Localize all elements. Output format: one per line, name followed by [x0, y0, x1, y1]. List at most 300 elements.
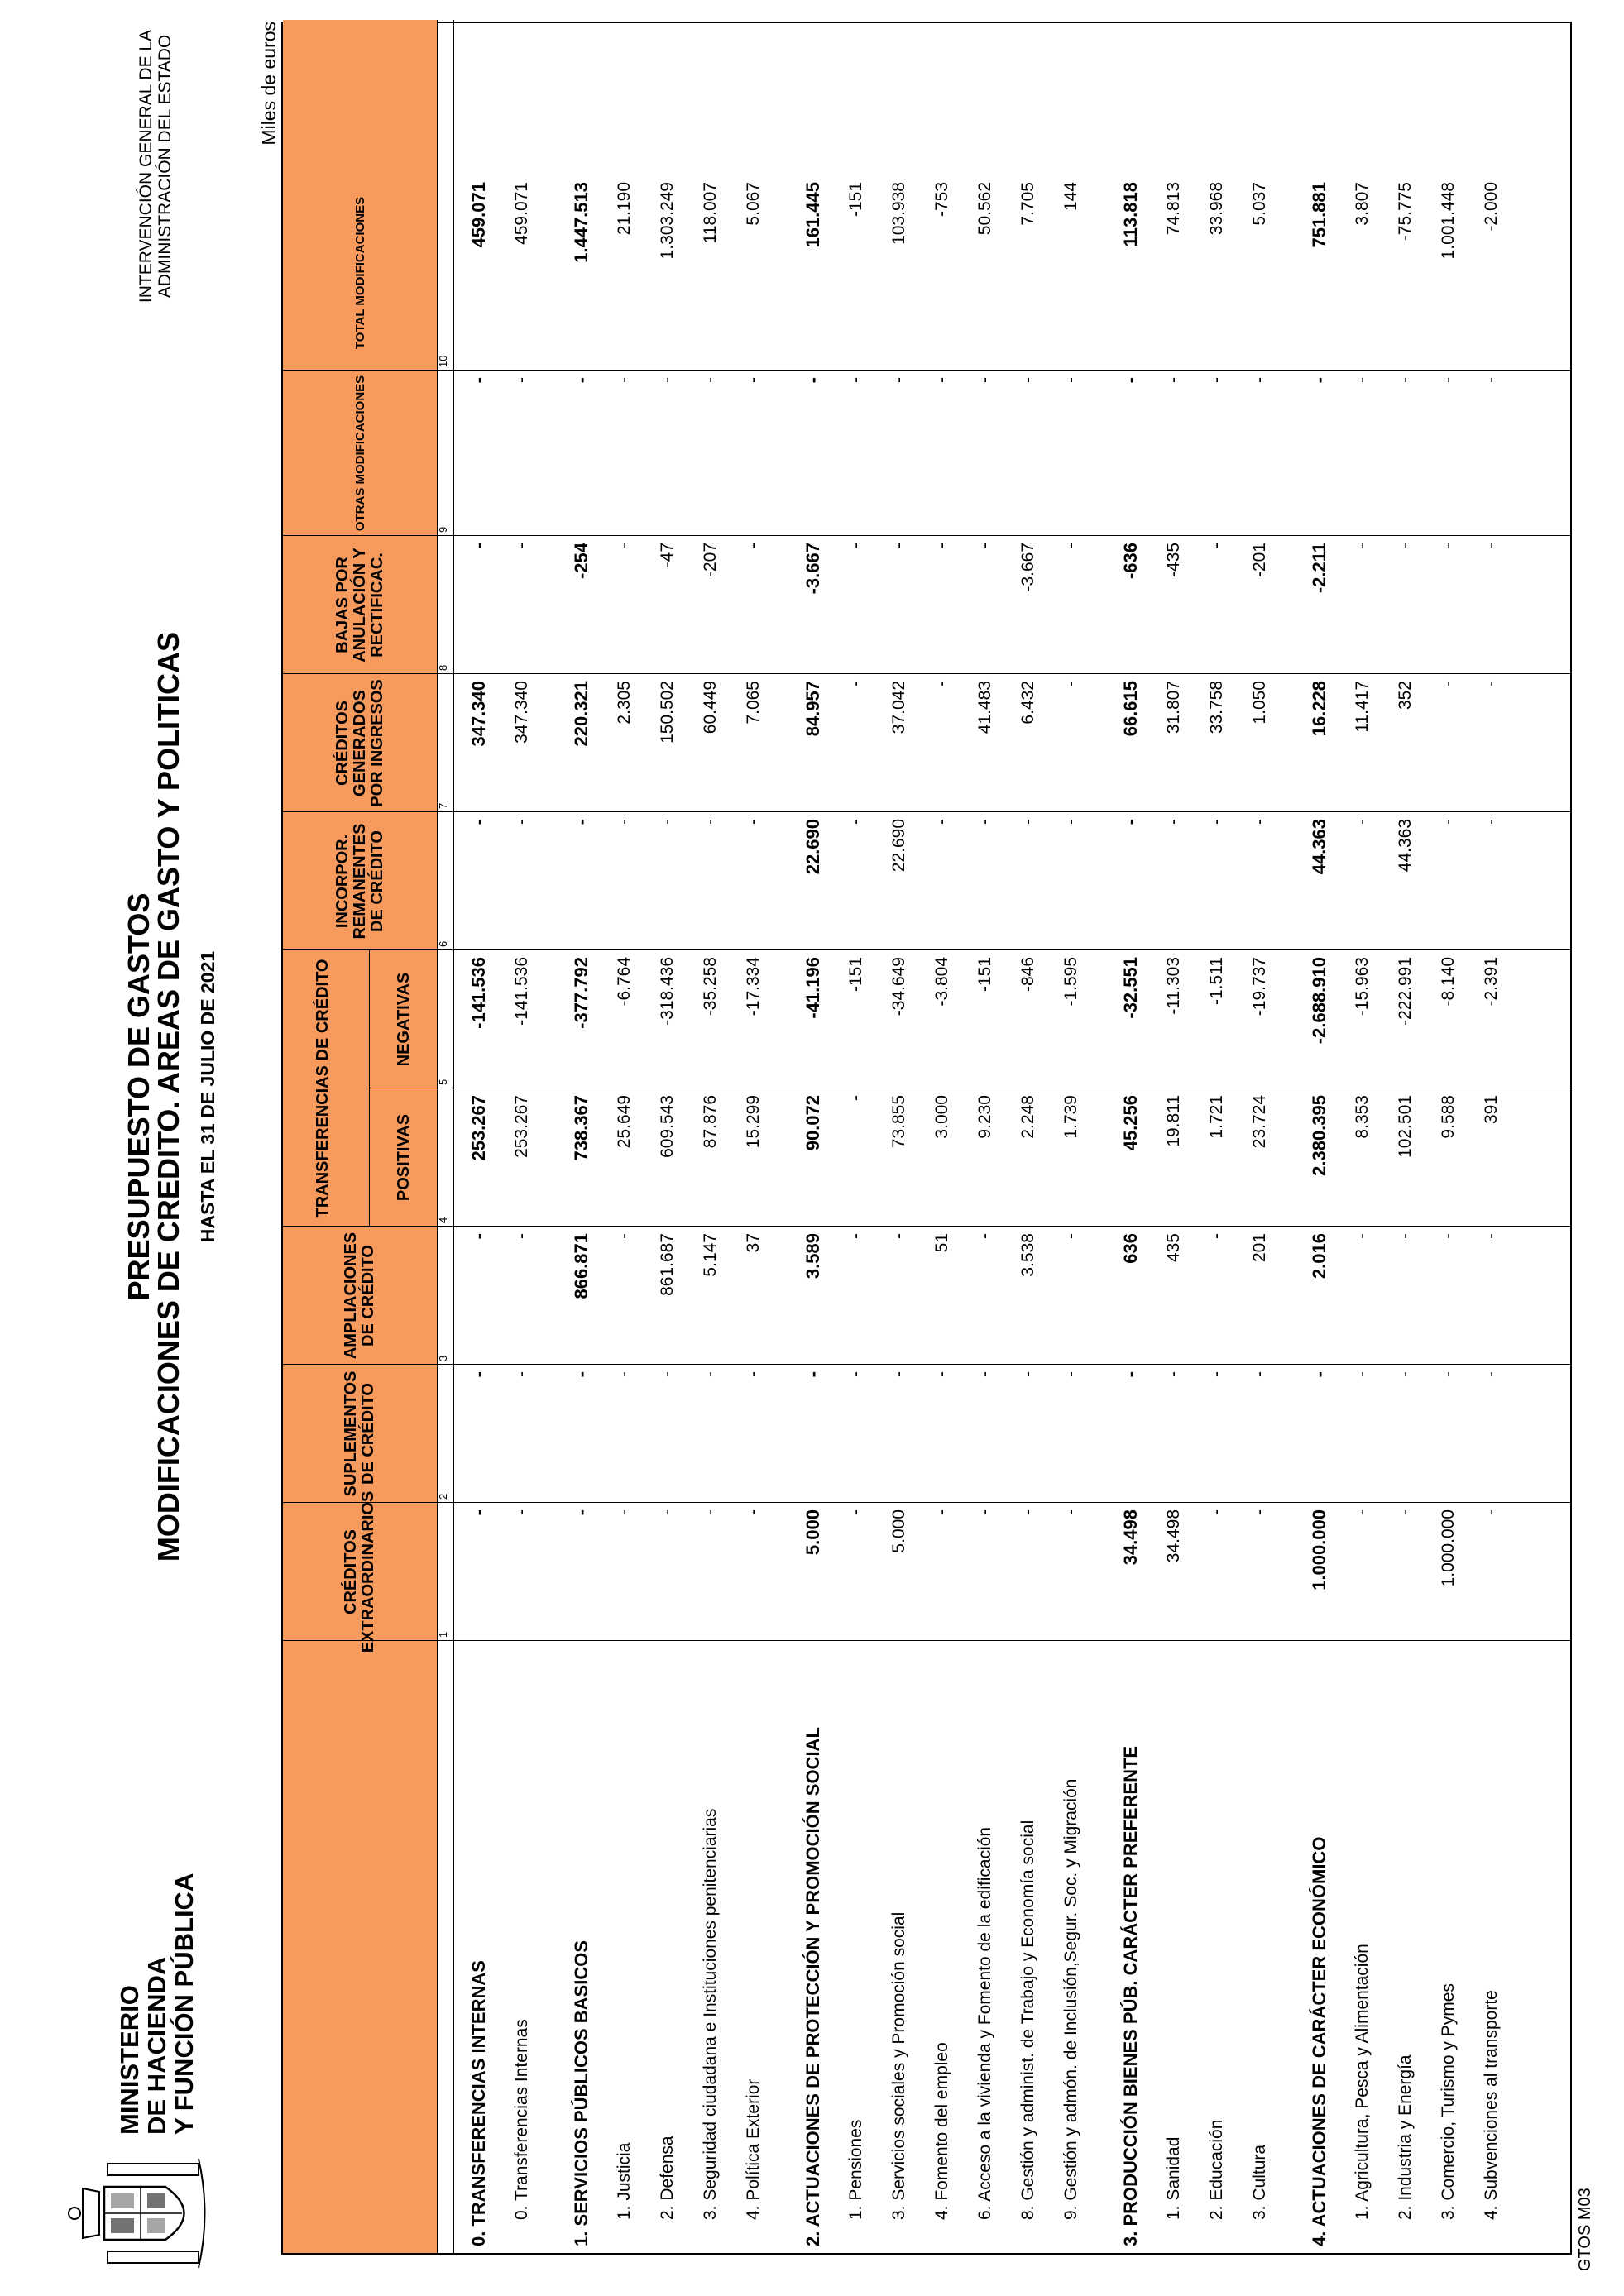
value-cell: 253.267: [468, 1095, 489, 1161]
transfer-group-header: TRANSFERENCIAS DE CRÉDITO: [313, 959, 332, 1218]
value-cell: -2.391: [1482, 957, 1501, 1007]
table-row: [1249, 20, 1270, 2253]
value-cell: -: [701, 1509, 720, 1515]
value-cell: -141.536: [468, 957, 489, 1029]
value-cell: -: [889, 1371, 908, 1377]
value-cell: -: [512, 819, 531, 825]
issuer-line: ADMINISTRACIÓN DEL ESTADO: [156, 34, 175, 299]
value-cell: -: [1439, 681, 1458, 686]
value-cell: -: [658, 1509, 677, 1515]
column-number: 2: [437, 1493, 449, 1500]
row-label: 3. Cultura: [1250, 2144, 1269, 2220]
value-cell: 103.938: [889, 182, 908, 245]
value-cell: -: [1207, 377, 1226, 383]
value-cell: 5.000: [802, 1509, 823, 1556]
value-cell: -15.963: [1353, 957, 1372, 1016]
value-cell: -: [846, 681, 865, 686]
value-cell: -377.792: [571, 957, 592, 1029]
value-cell: 11.417: [1353, 681, 1372, 733]
value-cell: 9.588: [1439, 1095, 1458, 1139]
table-row: [511, 20, 532, 2253]
value-cell: 738.367: [571, 1095, 592, 1161]
value-cell: 459.071: [512, 182, 531, 245]
value-cell: -32.551: [1120, 957, 1141, 1019]
column-header: INCORPOR. REMANENTES DE CRÉDITO: [333, 823, 386, 940]
value-cell: -318.436: [658, 957, 677, 1026]
value-cell: 33.758: [1207, 681, 1226, 734]
table-row: [614, 20, 635, 2253]
value-cell: -: [932, 1371, 951, 1377]
value-cell: -: [1396, 1233, 1415, 1239]
value-cell: 34.498: [1120, 1509, 1141, 1566]
value-cell: -: [701, 819, 720, 825]
table-row: [743, 20, 764, 2253]
value-cell: -: [1018, 377, 1037, 383]
value-cell: -: [512, 1509, 531, 1515]
table-row: [1352, 20, 1372, 2253]
value-cell: -: [1482, 1509, 1501, 1515]
value-cell: -: [846, 1095, 865, 1101]
value-cell: -: [932, 681, 951, 686]
value-cell: -: [975, 1509, 994, 1515]
table-row: [700, 20, 721, 2253]
column-header: BAJAS POR ANULACIÓN Y RECTIFICAC.: [333, 548, 386, 662]
value-cell: -3.667: [1018, 543, 1037, 592]
value-cell: -: [889, 1233, 908, 1239]
value-cell: -: [1018, 1509, 1037, 1515]
column-header: SUPLEMENTOS DE CRÉDITO: [342, 1370, 377, 1497]
value-cell: 609.543: [658, 1095, 677, 1158]
value-cell: -: [571, 377, 592, 384]
value-cell: 44.363: [1396, 819, 1415, 873]
row-label: 1. Agricultura, Pesca y Alimentación: [1353, 1944, 1372, 2220]
value-cell: 201: [1250, 1233, 1269, 1263]
table-row: [1395, 20, 1416, 2253]
value-cell: 8.353: [1353, 1095, 1372, 1139]
value-cell: -: [975, 819, 994, 825]
row-label: 2. Defensa: [658, 2136, 677, 2220]
value-cell: -: [1439, 543, 1458, 548]
value-cell: -: [1061, 819, 1080, 825]
value-cell: -: [1164, 1371, 1183, 1377]
row-label: 1. Justicia: [615, 2142, 634, 2220]
value-cell: -254: [571, 543, 592, 580]
value-cell: 74.813: [1164, 182, 1183, 236]
value-cell: -: [1482, 1233, 1501, 1239]
value-cell: -: [1120, 1371, 1141, 1378]
group-row: [802, 20, 823, 2253]
column-header: OTRAS MODIFICACIONES: [352, 375, 367, 532]
value-cell: -47: [658, 543, 677, 568]
value-cell: -: [1250, 1509, 1269, 1515]
value-cell: -753: [932, 182, 951, 218]
value-cell: -: [512, 543, 531, 548]
value-cell: 60.449: [701, 681, 720, 734]
value-cell: 3.807: [1353, 182, 1372, 226]
table-row: [889, 20, 909, 2253]
value-cell: -: [1120, 819, 1141, 825]
ministry-line: MINISTERIO: [115, 1985, 144, 2135]
table-row: [1061, 20, 1081, 2253]
value-cell: -41.196: [802, 957, 823, 1019]
row-label: 0. TRANSFERENCIAS INTERNAS: [468, 1960, 489, 2246]
value-cell: -: [1061, 1509, 1080, 1515]
value-cell: 16.228: [1309, 681, 1329, 737]
value-cell: -: [1353, 819, 1372, 825]
value-cell: -435: [1164, 543, 1183, 578]
value-cell: -: [1120, 377, 1141, 384]
value-cell: 347.340: [468, 681, 489, 747]
value-cell: 84.957: [802, 681, 823, 737]
value-cell: -: [658, 819, 677, 825]
value-cell: -846: [1018, 957, 1037, 993]
value-cell: -: [1164, 819, 1183, 825]
value-cell: 352: [1396, 681, 1415, 710]
value-cell: -: [1482, 1371, 1501, 1377]
value-cell: -151: [975, 957, 994, 993]
title-date: HASTA EL 31 DE JULIO DE 2021: [197, 950, 218, 1243]
value-cell: -: [1207, 1233, 1226, 1239]
value-cell: 37: [744, 1233, 763, 1253]
value-cell: -: [1482, 377, 1501, 383]
column-header: CRÉDITOS EXTRAORDINARIOS: [342, 1490, 377, 1653]
value-cell: 34.498: [1164, 1509, 1183, 1563]
transfer-group-divider: [369, 950, 370, 1227]
value-cell: -: [889, 543, 908, 548]
value-cell: -: [615, 1233, 634, 1239]
value-cell: -: [975, 1233, 994, 1239]
value-cell: 861.687: [658, 1233, 677, 1296]
column-header: AMPLIACIONES DE CRÉDITO: [342, 1232, 377, 1360]
value-cell: -: [1439, 1233, 1458, 1239]
value-cell: -: [1018, 1371, 1037, 1377]
column-number: 7: [437, 802, 449, 809]
value-cell: 161.445: [802, 182, 823, 248]
value-cell: -19.737: [1250, 957, 1269, 1016]
value-cell: -: [1439, 377, 1458, 383]
value-cell: -: [975, 543, 994, 548]
value-cell: 1.721: [1207, 1095, 1226, 1139]
value-cell: 118.007: [701, 182, 720, 244]
value-cell: -: [468, 1233, 489, 1240]
value-cell: 347.340: [512, 681, 531, 744]
column-number: 3: [437, 1355, 449, 1361]
title-main: PRESUPUESTO DE GASTOS: [122, 892, 156, 1301]
value-cell: 21.190: [615, 182, 634, 236]
value-cell: -6.764: [615, 957, 634, 1007]
table-row: [932, 20, 952, 2253]
value-cell: 33.968: [1207, 182, 1226, 236]
value-cell: -: [658, 377, 677, 383]
value-cell: -: [802, 377, 823, 384]
value-cell: 44.363: [1309, 819, 1329, 875]
value-cell: 636: [1120, 1233, 1141, 1264]
value-cell: -: [571, 1509, 592, 1516]
value-cell: -: [1353, 377, 1372, 383]
value-cell: -: [468, 819, 489, 825]
value-cell: -75.775: [1396, 182, 1415, 242]
value-cell: 2.016: [1309, 1233, 1329, 1280]
value-cell: -636: [1120, 543, 1141, 580]
value-cell: 9.230: [975, 1095, 994, 1139]
value-cell: -: [1061, 377, 1080, 383]
value-cell: 6.432: [1018, 681, 1037, 725]
value-cell: -: [1207, 819, 1226, 825]
document-title: [124, 526, 219, 1667]
value-cell: -: [658, 1371, 677, 1377]
value-cell: -: [1482, 543, 1501, 548]
row-label: 0. Transferencias Internas: [512, 2019, 531, 2220]
value-cell: -2.211: [1309, 543, 1329, 594]
row-label: 3. Servicios sociales y Promoción social: [889, 1911, 908, 2220]
row-label: 2. Educación: [1207, 2119, 1226, 2220]
value-cell: 1.001.448: [1439, 182, 1458, 260]
value-cell: -: [1207, 1509, 1226, 1515]
value-cell: 73.855: [889, 1095, 908, 1149]
value-cell: 7.705: [1018, 182, 1037, 226]
column-header: NEGATIVAS: [394, 972, 413, 1067]
column-number: 1: [437, 1631, 449, 1638]
value-cell: 25.649: [615, 1095, 634, 1149]
value-cell: -17.334: [744, 957, 763, 1016]
value-cell: 45.256: [1120, 1095, 1141, 1151]
row-label: 6. Acceso a la vivienda y Fomento de la edificación: [975, 1826, 994, 2220]
value-cell: 220.321: [571, 681, 592, 747]
column-number: 5: [437, 1079, 449, 1085]
value-cell: -: [1396, 1509, 1415, 1515]
value-cell: -222.991: [1396, 957, 1415, 1026]
column-number: 9: [437, 526, 449, 533]
value-cell: -: [1353, 1509, 1372, 1515]
row-label: 4. Fomento del empleo: [932, 2042, 951, 2220]
value-cell: 7.065: [744, 681, 763, 725]
value-cell: -: [846, 543, 865, 548]
value-cell: 15.299: [744, 1095, 763, 1149]
value-cell: -: [468, 377, 489, 384]
table-row: [1018, 20, 1038, 2253]
value-cell: 23.724: [1250, 1095, 1269, 1149]
header-rule: [437, 20, 438, 2253]
value-cell: -: [1353, 543, 1372, 548]
value-cell: -: [512, 377, 531, 383]
value-cell: -: [468, 543, 489, 549]
value-cell: -: [1353, 1233, 1372, 1239]
issuer-name: [137, 26, 175, 307]
value-cell: -: [468, 1509, 489, 1516]
value-cell: -: [701, 1371, 720, 1377]
value-cell: -: [615, 1509, 634, 1515]
table-row: [1163, 20, 1184, 2253]
value-cell: 1.739: [1061, 1095, 1080, 1139]
value-cell: -1.595: [1061, 957, 1080, 1007]
value-cell: -: [615, 377, 634, 383]
value-cell: -: [932, 377, 951, 383]
value-cell: -: [1250, 377, 1269, 383]
value-cell: -35.258: [701, 957, 720, 1016]
value-cell: -: [1061, 681, 1080, 686]
value-cell: 19.811: [1164, 1095, 1183, 1147]
value-cell: -: [1207, 543, 1226, 548]
value-cell: -207: [701, 543, 720, 578]
value-cell: -: [975, 1371, 994, 1377]
value-cell: -: [1207, 1371, 1226, 1377]
value-cell: -: [1061, 1371, 1080, 1377]
value-cell: 22.690: [802, 819, 823, 875]
value-cell: -: [512, 1233, 531, 1239]
value-cell: -: [744, 543, 763, 548]
value-cell: -: [1353, 1371, 1372, 1377]
value-cell: -151: [846, 957, 865, 993]
value-cell: -: [932, 543, 951, 548]
table-row: [1206, 20, 1227, 2253]
value-cell: -: [1061, 543, 1080, 548]
value-cell: 37.042: [889, 681, 908, 734]
modifications-table: [281, 22, 1572, 2255]
row-label: 4. ACTUACIONES DE CARÁCTER ECONÓMICO: [1309, 1836, 1329, 2246]
value-cell: 435: [1164, 1233, 1183, 1263]
value-cell: -: [1061, 1233, 1080, 1239]
value-cell: -2.000: [1482, 182, 1501, 232]
value-cell: -: [571, 819, 592, 825]
value-cell: 2.305: [615, 681, 634, 725]
column-header: POSITIVAS: [394, 1113, 413, 1202]
value-cell: 22.690: [889, 819, 908, 873]
value-cell: 1.447.513: [571, 182, 592, 263]
value-cell: 2.380.395: [1309, 1095, 1329, 1176]
value-cell: -: [846, 819, 865, 825]
table-row: [1481, 20, 1502, 2253]
value-cell: -: [1250, 1371, 1269, 1377]
table-row: [657, 20, 678, 2253]
column-number: 6: [437, 940, 449, 947]
value-cell: 5.067: [744, 182, 763, 226]
value-cell: 87.876: [701, 1095, 720, 1149]
value-cell: -2.688.910: [1309, 957, 1329, 1045]
value-cell: 3.589: [802, 1233, 823, 1280]
value-cell: 1.000.000: [1309, 1509, 1329, 1590]
value-cell: -: [615, 543, 634, 548]
row-label: 1. Pensiones: [846, 2119, 865, 2220]
value-cell: -11.303: [1164, 957, 1183, 1015]
column-number: 10: [437, 355, 449, 367]
footer-code: GTOS M03: [1576, 2188, 1594, 2271]
ministry-line: Y FUNCIÓN PÚBLICA: [170, 1873, 199, 2135]
table-row: [846, 20, 866, 2253]
group-row: [1309, 20, 1329, 2253]
value-cell: 51: [932, 1233, 951, 1253]
value-cell: -: [701, 377, 720, 383]
value-cell: -201: [1250, 543, 1269, 578]
value-cell: -: [468, 1371, 489, 1378]
units-label: Miles de euros: [258, 22, 280, 146]
value-cell: 3.000: [932, 1095, 951, 1139]
row-label: 3. Seguridad ciudadana e Instituciones penitenciarias: [701, 1808, 720, 2220]
column-header: TOTAL MODIFICACIONES: [352, 196, 367, 350]
row-label: 1. SERVICIOS PÚBLICOS BASICOS: [571, 1940, 592, 2246]
value-cell: -: [1309, 377, 1329, 384]
value-cell: 751.881: [1309, 182, 1329, 248]
value-cell: 41.483: [975, 681, 994, 734]
table-row: [1438, 20, 1459, 2253]
value-cell: -1.511: [1207, 957, 1226, 1005]
value-cell: 1.050: [1250, 681, 1269, 725]
value-cell: -: [1439, 819, 1458, 825]
value-cell: 391: [1482, 1095, 1501, 1125]
header-rule: [453, 20, 454, 2253]
ministry-name: [116, 1873, 198, 2135]
value-cell: 2.248: [1018, 1095, 1037, 1139]
value-cell: -: [975, 377, 994, 383]
row-label: 2. ACTUACIONES DE PROTECCIÓN Y PROMOCIÓN SOCIAL: [802, 1727, 823, 2246]
column-number: 8: [437, 664, 449, 671]
value-cell: -3.667: [802, 543, 823, 595]
value-cell: -: [1018, 819, 1037, 825]
value-cell: 66.615: [1120, 681, 1141, 737]
value-cell: -: [1250, 819, 1269, 825]
title-sub: MODIFICACIONES DE CREDITO. AREAS DE GASTO Y POLITICAS: [151, 631, 185, 1562]
value-cell: 253.267: [512, 1095, 531, 1158]
value-cell: -: [846, 1233, 865, 1239]
issuer-line: INTERVENCIÓN GENERAL DE LA: [137, 29, 156, 304]
row-label: 4. Subvenciones al transporte: [1482, 1990, 1501, 2220]
row-label: 8. Gestión y administ. de Trabajo y Economía social: [1018, 1820, 1037, 2220]
row-label: 4. Política Exterior: [744, 2078, 763, 2220]
row-label: 9. Gestión y admón. de Inclusión,Segur. Soc. y Migración: [1061, 1778, 1080, 2220]
value-cell: -: [1482, 681, 1501, 686]
value-cell: 31.807: [1164, 681, 1183, 734]
row-label: 1. Sanidad: [1164, 2136, 1183, 2220]
value-cell: -: [744, 377, 763, 383]
value-cell: 5.147: [701, 1233, 720, 1277]
value-cell: -: [889, 377, 908, 383]
value-cell: -151: [846, 182, 865, 218]
value-cell: -8.140: [1439, 957, 1458, 1007]
value-cell: -: [1309, 1371, 1329, 1378]
value-cell: -: [932, 819, 951, 825]
value-cell: 5.000: [889, 1509, 908, 1553]
value-cell: 5.037: [1250, 182, 1269, 226]
value-cell: 150.502: [658, 681, 677, 744]
value-cell: -: [932, 1509, 951, 1515]
value-cell: -: [615, 1371, 634, 1377]
row-label: 3. Comercio, Turismo y Pymes: [1439, 1983, 1458, 2220]
group-row: [1120, 20, 1141, 2253]
value-cell: 102.501: [1396, 1095, 1415, 1158]
column-number: 4: [437, 1217, 449, 1223]
value-cell: -: [1396, 1371, 1415, 1377]
value-cell: 459.071: [468, 182, 489, 248]
value-cell: -: [1396, 543, 1415, 548]
value-cell: -34.649: [889, 957, 908, 1016]
table-row: [975, 20, 995, 2253]
row-label: 3. PRODUCCIÓN BIENES PÚB. CARÁCTER PREFERENTE: [1120, 1745, 1141, 2246]
value-cell: -: [615, 819, 634, 825]
value-cell: -: [744, 1509, 763, 1515]
group-row: [468, 20, 489, 2253]
value-cell: 866.871: [571, 1233, 592, 1299]
value-cell: -: [1482, 819, 1501, 825]
value-cell: -141.536: [512, 957, 531, 1026]
value-cell: -: [846, 1509, 865, 1515]
value-cell: -: [1396, 377, 1415, 383]
value-cell: -: [571, 1371, 592, 1378]
coat-of-arms-icon: [58, 2155, 215, 2271]
value-cell: 50.562: [975, 182, 994, 236]
column-header: CRÉDITOS GENERADOS POR INGRESOS: [333, 679, 386, 807]
row-label: 2. Industria y Energía: [1396, 2054, 1415, 2220]
value-cell: -: [802, 1371, 823, 1378]
value-cell: -3.804: [932, 957, 951, 1007]
